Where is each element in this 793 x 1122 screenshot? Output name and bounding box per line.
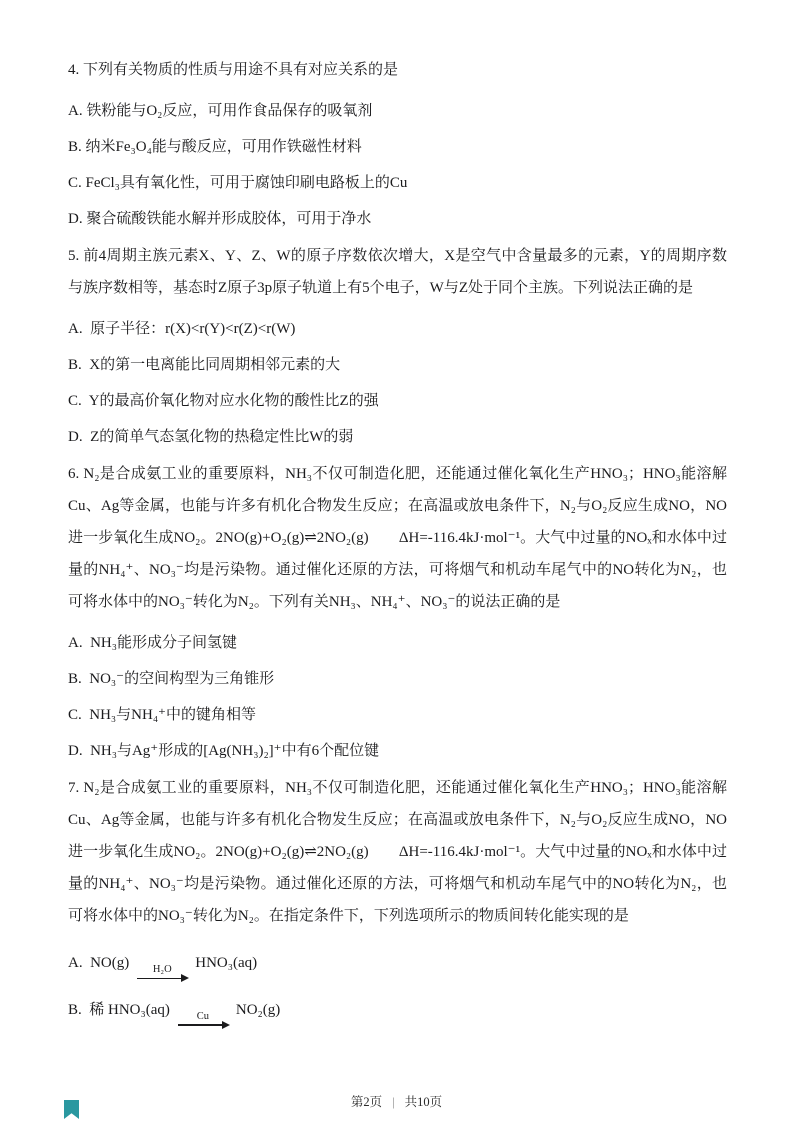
option-6a: A. NH₃能形成分子间氢键 [68,635,237,651]
option-reactant: B. 稀 HNO₃(aq) [68,1001,170,1018]
option-7a [68,952,727,979]
question-block-5 [68,240,727,448]
option-4b: B. 纳米Fe₃O₄能与酸反应，可用作铁磁性材料 [68,139,362,155]
option-product: HNO₃(aq) [195,955,258,971]
arrow-line [178,1024,228,1025]
question-stem: 4. 下列有关物质的性质与用途不具有对应关系的是 [68,62,399,78]
footer-separator: | [392,1095,395,1109]
page-number: 第2页 [350,1095,383,1109]
option-7b [68,999,727,1026]
option-4c: C. FeCl₃具有氧化性，可用于腐蚀印刷电路板上的Cu [68,175,408,191]
page-total: 共10页 [404,1095,443,1109]
option-6b: B. NO₃⁻的空间构型为三角锥形 [68,671,275,687]
option-4a: A. 铁粉能与O₂反应，可用作食品保存的吸氧剂 [68,103,373,119]
option-5a: A. 原子半径：r(X)<r(Y)<r(Z)<r(W) [68,321,296,337]
question-block-4 [68,54,727,230]
exam-content [68,54,727,1026]
arrow-condition-label: Cu [196,1010,210,1022]
option-5b: B. X的第一电离能比同周期相邻元素的大 [68,357,341,373]
arrow-condition-label: H₂O [152,964,172,975]
reaction-arrow [137,964,187,979]
option-4d: D. 聚合硫酸铁能水解并形成胶体，可用于净水 [68,211,372,227]
question-block-6 [68,458,727,762]
reaction-arrow [178,1011,228,1026]
option-6d: D. NH₃与Ag⁺形成的[Ag(NH₃)₂]⁺中有6个配位键 [68,743,380,759]
question-stem: 6. N₂是合成氨工业的重要原料，NH₃不仅可制造化肥，还能通过催化氧化生产HNO₃；HNO₃能溶解Cu、Ag等金属，也能与许多有机化合物发生反应；在高温或放电条件下，N₂与O₂反应生成NO，NO进一步氧化生成NO₂。2NO(g)+O₂(g)⇌2NO₂(g) ΔH=-116.4kJ·mol⁻¹。大气中过量的NOₓ和水体中过量的NH₄⁺、NO₃⁻均是污染物。通过催化还原的方法，可将烟气和机动车尾气中的NO转化为N₂，也可将水体中的NO₃⁻转化为N₂。下列有关NH₃、NH₄⁺、NO₃⁻的说法正确的是 [68,466,727,610]
page-footer [0,1092,793,1110]
bookmark-icon [64,1100,79,1119]
question-stem: 5. 前4周期主族元素X、Y、Z、W的原子序数依次增大，X是空气中含量最多的元素，Y的周期序数与族序数相等，基态时Z原子3p原子轨道上有5个电子，W与Z处于同个主族。下列说法正确的是 [68,248,727,296]
option-5d: D. Z的简单气态氢化物的热稳定性比W的弱 [68,429,354,445]
question-block-7 [68,772,727,1026]
option-5c: C. Y的最高价氧化物对应水化物的酸性比Z的强 [68,393,379,409]
option-reactant: A. NO(g) [68,955,130,971]
arrow-line [137,978,187,979]
option-product: NO₂(g) [235,1001,281,1018]
question-stem: 7. N₂是合成氨工业的重要原料，NH₃不仅可制造化肥，还能通过催化氧化生产HNO₃；HNO₃能溶解Cu、Ag等金属，也能与许多有机化合物发生反应；在高温或放电条件下，N₂与O₂反应生成NO，NO进一步氧化生成NO₂。2NO(g)+O₂(g)⇌2NO₂(g) ΔH=-116.4kJ·mol⁻¹。大气中过量的NOₓ和水体中过量的NH₄⁺、NO₃⁻均是污染物。通过催化还原的方法，可将烟气和机动车尾气中的NO转化为N₂，也可将水体中的NO₃⁻转化为N₂。在指定条件下，下列选项所示的物质间转化能实现的是 [68,780,727,924]
option-6c: C. NH₃与NH₄⁺中的键角相等 [68,707,256,723]
